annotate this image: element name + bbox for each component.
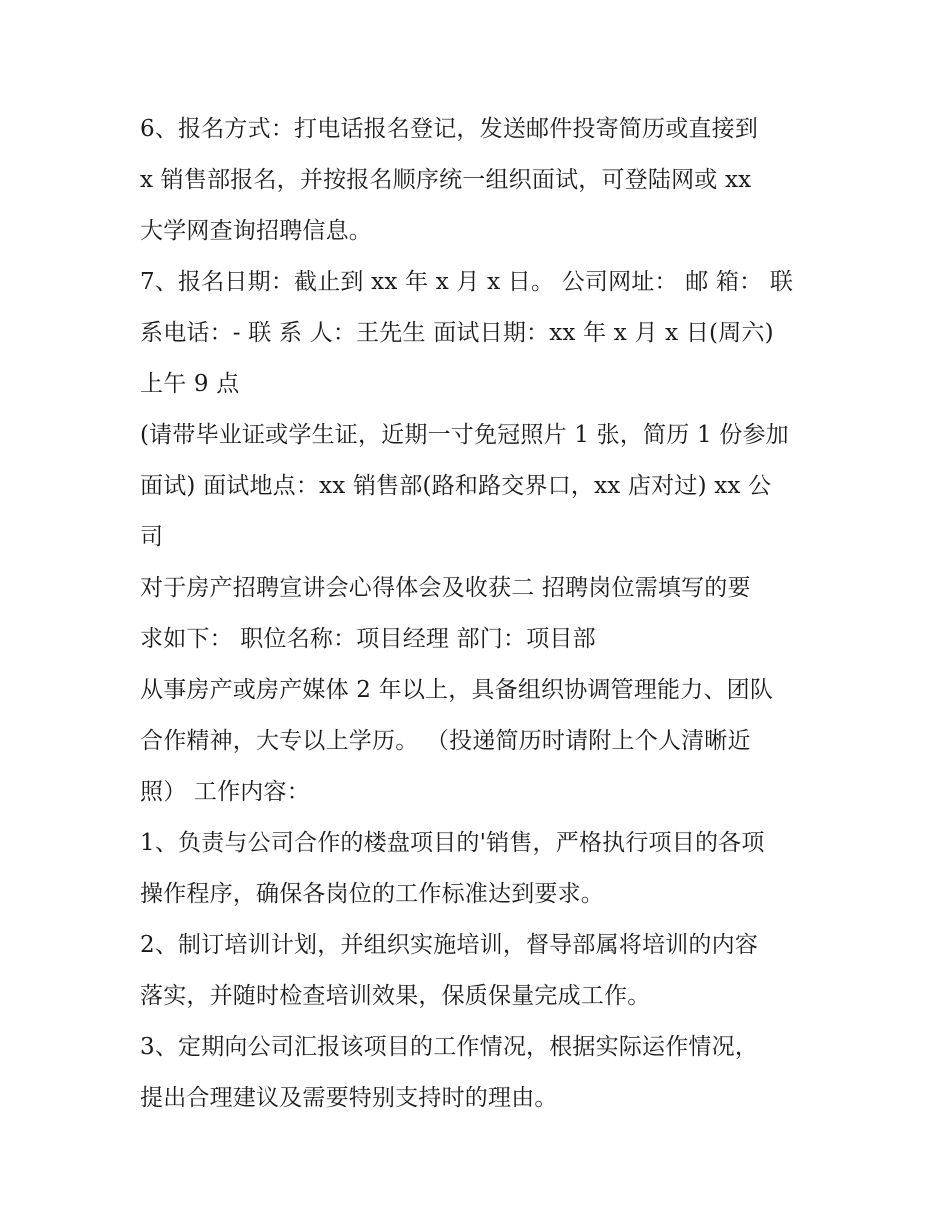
text-line: 3、定期向公司汇报该项目的工作情况，根据实际运作情况， [140,1034,759,1060]
document-body [140,104,820,1124]
text-line: 系电话：- 联 系 人：王先生 面试日期：xx 年 x 月 x 日(周六) [140,320,774,346]
text-line: 从事房产或房产媒体 2 年以上，具备组织协调管理能力、团队 [140,677,774,703]
text-line: 司 [140,524,164,550]
text-line: 2、制订培训计划，并组织实施培训，督导部属将培训的内容 [140,932,759,958]
text-line: 上午 9 点 [140,371,240,397]
text-line: 操作程序，确保各岗位的工作标准达到要求。 [140,881,604,907]
text-line: x 销售部报名，并按报名顺序统一组织面试，可登陆网或 xx [140,167,752,193]
text-line: 面试) 面试地点：xx 销售部(路和路交界口，xx 店对过) xx 公 [140,473,772,499]
text-line: 求如下： 职位名称：项目经理 部门：项目部 [140,626,596,652]
text-line: 大学网查询招聘信息。 [140,218,372,244]
text-line: 6、报名方式：打电话报名登记，发送邮件投寄简历或直接到 [140,116,759,142]
text-line: 对于房产招聘宣讲会心得体会及收获二 招聘岗位需填写的要 [140,575,751,601]
text-line: 提出合理建议及需要特别支持时的理由。 [140,1085,558,1111]
text-line: (请带毕业证或学生证，近期一寸免冠照片 1 张，简历 1 份参加 [140,422,789,448]
text-line: 合作精神，大专以上学历。 （投递简历时请附上个人清晰近 [140,728,751,754]
text-line: 7、报名日期：截止到 xx 年 x 月 x 日。 公司网址： 邮 箱： 联 [140,269,794,295]
text-line: 1、负责与公司合作的楼盘项目的'销售，严格执行项目的各项 [140,830,765,856]
text-line: 照） 工作内容： [140,779,310,805]
text-line: 落实，并随时检查培训效果，保质保量完成工作。 [140,983,651,1009]
